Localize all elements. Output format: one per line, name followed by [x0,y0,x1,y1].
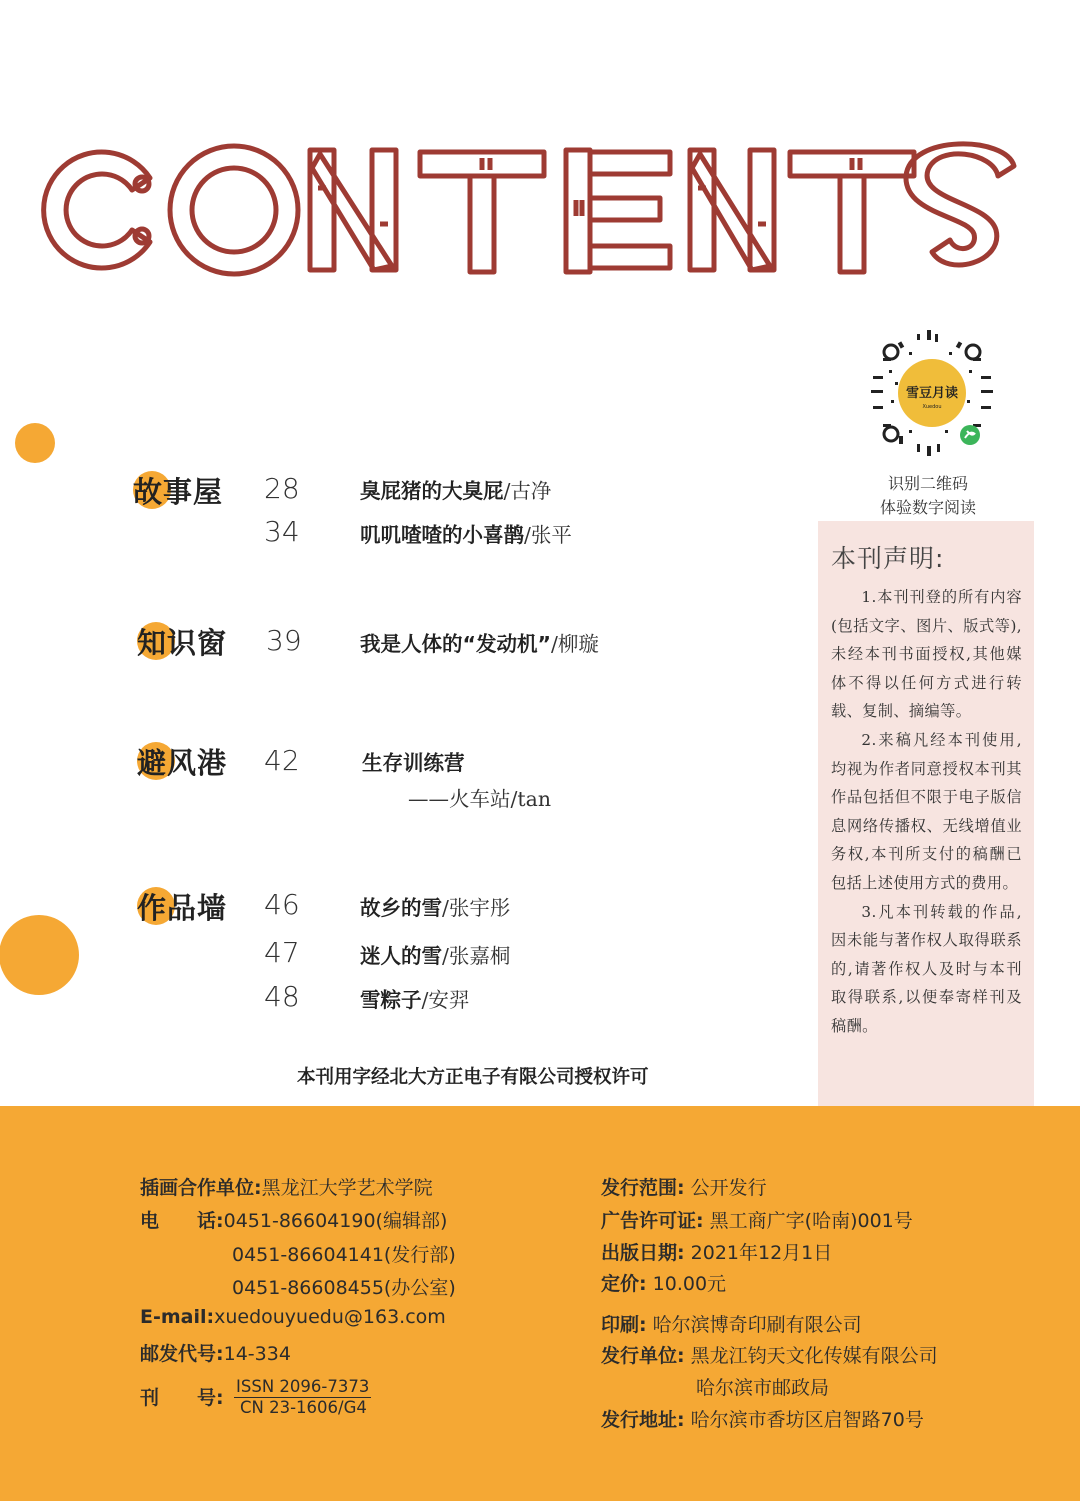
statement-paragraph: 2.来稿凡经本刊使用,均视为作者同意授权本刊其作品包括但不限于电子版信息网络传播权、无线增值业务权,本刊所支付的稿酬已包括上述使用方式的费用。 [831,730,1022,892]
article-entry[interactable] [360,939,510,969]
article-entry[interactable] [360,891,510,921]
article-author: /柳璇 [550,632,599,656]
statement-box [818,521,1034,1111]
publish-date: 出版日期: 2021年12月1日 [601,1242,833,1264]
page-number: 46 [264,888,300,921]
section-heading-knowledge-window [137,619,227,663]
article-author: /张平 [524,523,572,547]
printer: 印刷: 哈尔滨博奇印刷有限公司 [601,1314,862,1336]
contents-title [38,140,1042,280]
qr-code-icon[interactable] [869,330,995,456]
issn-label: 刊 号: [140,1387,224,1409]
issn-block [234,1377,371,1418]
illustration-value: 黑龙江大学艺术学院 [261,1177,433,1199]
decor-dot-large [0,915,79,995]
section-heading-story-house [133,468,223,512]
section-name: 故事屋 [133,474,224,509]
qr-caption-line1: 识别二维码 [887,474,968,493]
decor-dot-small [15,423,55,463]
price: 定价: 10.00元 [601,1273,727,1295]
address: 发行地址: 哈尔滨市香坊区启智路70号 [601,1409,924,1431]
page-number: 28 [264,472,300,505]
email-row [140,1306,446,1328]
statement-paragraph: 3.凡本刊转载的作品,因未能与著作权人取得联系的,请著作权人及时与本刊取得联系,以便奉寄样刊及稿酬。 [831,902,1022,1035]
publisher: 发行单位: 黑龙江钧天文化传媒有限公司 [601,1345,938,1367]
article-entry[interactable] [362,746,465,776]
article-title: 生存训练营 [362,751,465,775]
article-title: 叽叽喳喳的小喜鹊 [360,523,524,547]
phone-row [140,1206,447,1233]
article-title: 迷人的雪 [360,944,442,968]
cn-value: CN 23-1606/G4 [240,1398,367,1417]
page-number: 39 [266,624,302,657]
statement-title: 本刊声明: [831,544,945,573]
illustration-label: 插画合作单位: [140,1177,262,1199]
article-author: /张宇彤 [442,896,511,920]
postal-code-row [140,1339,291,1366]
font-license-note: 本刊用字经北大方正电子有限公司授权许可 [297,1067,649,1088]
article-title: 我是人体的“发动机” [360,632,551,656]
section-name: 作品墙 [137,890,228,925]
qr-caption [820,472,1036,520]
article-author: /安羿 [421,988,470,1012]
page-number: 34 [264,515,300,548]
section-name: 知识窗 [137,625,228,660]
postal-label: 邮发代号: [140,1343,224,1365]
article-title: 故乡的雪 [360,896,442,920]
svg-text:雪豆月读: 雪豆月读 [905,386,959,401]
section-heading-shelter [137,739,227,783]
article-author: /张嘉桐 [442,944,511,968]
publisher-second: 哈尔滨市邮政局 [696,1377,830,1399]
article-author: /古净 [503,479,552,503]
email-value[interactable]: xuedouyuedu@163.com [214,1306,446,1328]
phone-value: 0451-86608455(办公室) [232,1277,456,1299]
illustration-partner [140,1173,433,1200]
article-entry[interactable] [360,518,572,548]
phone-value: 0451-86604141(发行部) [232,1244,456,1266]
phone-value: 0451-86604190(编辑部) [223,1210,448,1232]
article-entry[interactable] [360,627,599,657]
statement-paragraph: 1.本刊刊登的所有内容(包括文字、图片、版式等),未经本刊书面授权,其他媒体不得以任何方式进行转载、复制、摘编等。 [831,588,1022,721]
article-subtitle-text: ——火车站/tan [408,787,552,811]
article-entry[interactable] [360,474,551,504]
section-name: 避风港 [137,745,228,780]
svg-text:Xuedou: Xuedou [922,404,942,410]
footer-info [0,1106,1080,1501]
article-subtitle [408,782,551,812]
issn-value: ISSN 2096-7373 [236,1377,370,1396]
page-number: 48 [264,980,300,1013]
ad-license: 广告许可证: 黑工商广字(哈南)001号 [601,1210,913,1232]
qr-caption-line2: 体验数字阅读 [879,498,976,517]
postal-value: 14-334 [223,1343,291,1365]
distribution-range: 发行范围: 公开发行 [601,1177,767,1199]
article-title: 臭屁猪的大臭屁 [360,479,504,503]
article-entry[interactable] [360,983,469,1013]
phone-label: 电 话: [140,1210,224,1232]
article-title: 雪粽子 [360,988,422,1012]
section-heading-works-wall [137,884,227,928]
email-label: E-mail: [140,1306,215,1328]
page-number: 42 [264,744,300,777]
page-number: 47 [264,936,300,969]
